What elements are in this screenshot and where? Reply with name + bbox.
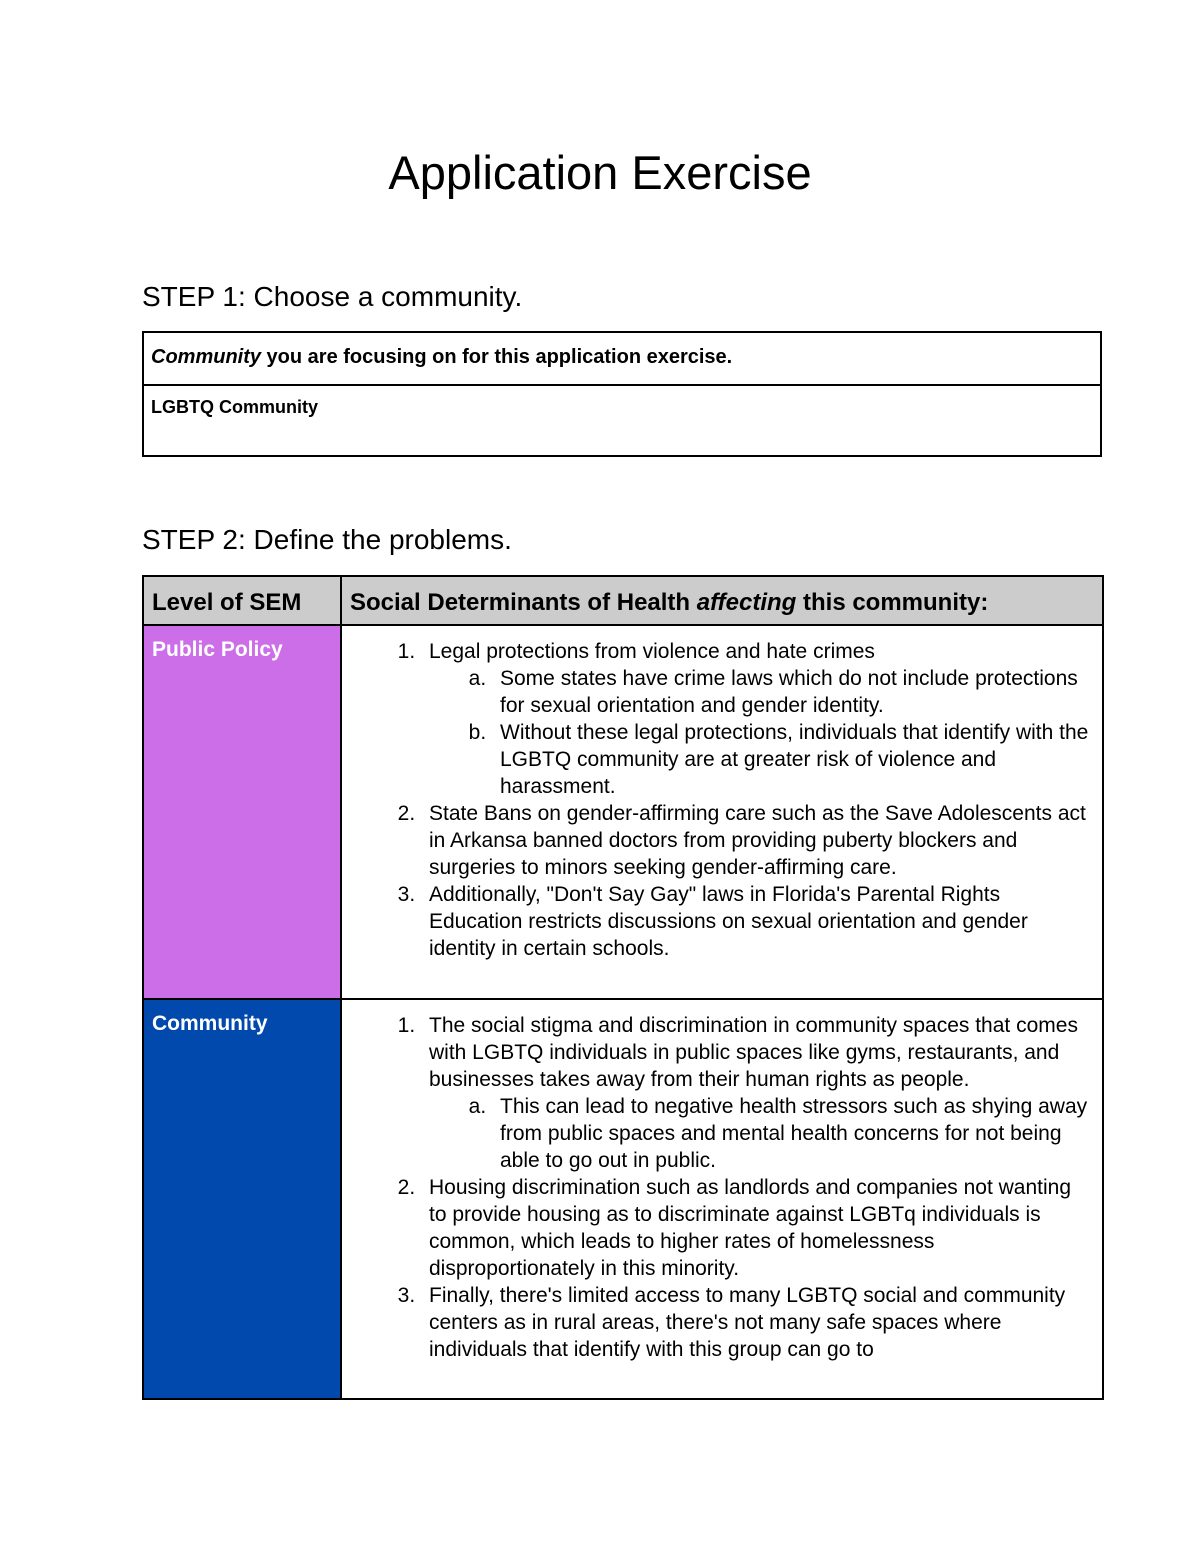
header-text-emphasis: affecting [696, 589, 797, 616]
sem-table-header-row [143, 576, 1103, 625]
level-of-sem-header: Level of SEM [143, 576, 341, 625]
sub-list-item: a. Some states have crime laws which do not include protections for sexual orientation and gender identity. [492, 665, 1090, 719]
community-prompt [144, 333, 1100, 386]
list-item: 3. Finally, there's limited access to many LGBTQ social and community centers as in rural areas, there's not many safe spaces where individuals that identify with this group can go to [421, 1282, 1090, 1363]
community-prompt-text: you are focusing on for this application exercise. [261, 346, 733, 368]
list-item [421, 1012, 1090, 1174]
list-item-text: The social stigma and discrimination in community spaces that comes with LGBTQ individuals in public spaces like gyms, restaurants, and businesses takes away from their human rights as people. [429, 1014, 1078, 1091]
page-title: Application Exercise [388, 146, 812, 199]
determinants-community [341, 999, 1103, 1399]
sem-table [142, 575, 1104, 1400]
sub-list-item: b. Without these legal protections, individuals that identify with the LGBTQ community are at greater risk of violence and harassment. [492, 719, 1090, 800]
community-prompt-emphasis: Community [151, 346, 261, 368]
list-item: 2. Housing discrimination such as landlords and companies not wanting to provide housing as to discriminate against LGBTq individuals is common, which leads to higher rates of homelessness disproportionately in this minority. [421, 1174, 1090, 1282]
list-item: 2. State Bans on gender-affirming care such as the Save Adolescents act in Arkansa banned doctors from providing puberty blockers and surgeries to minors seeking gender-affirming care. [421, 800, 1090, 881]
community-table [142, 331, 1102, 457]
step2-heading: STEP 2: Define the problems. [142, 524, 512, 555]
table-row-community [143, 999, 1103, 1399]
header-text-pre: Social Determinants of Health [350, 589, 697, 616]
list-item-text: Legal protections from violence and hate crimes [429, 640, 875, 663]
header-text-post: this community: [796, 589, 989, 616]
level-community: Community [143, 999, 341, 1399]
social-determinants-header [341, 576, 1103, 625]
list-item [421, 638, 1090, 800]
determinants-public-policy [341, 625, 1103, 999]
sub-list-item: a. This can lead to negative health stressors such as shying away from public spaces and mental health concerns for not being able to go out in public. [492, 1093, 1090, 1174]
community-answer: LGBTQ Community [151, 397, 318, 417]
level-public-policy: Public Policy [143, 625, 341, 999]
list-item: 3. Additionally, "Don't Say Gay" laws in Florida's Parental Rights Education restricts discussions on sexual orientation and gender identity in certain schools. [421, 881, 1090, 962]
step1-heading: STEP 1: Choose a community. [142, 281, 523, 312]
table-row-public-policy [143, 625, 1103, 999]
